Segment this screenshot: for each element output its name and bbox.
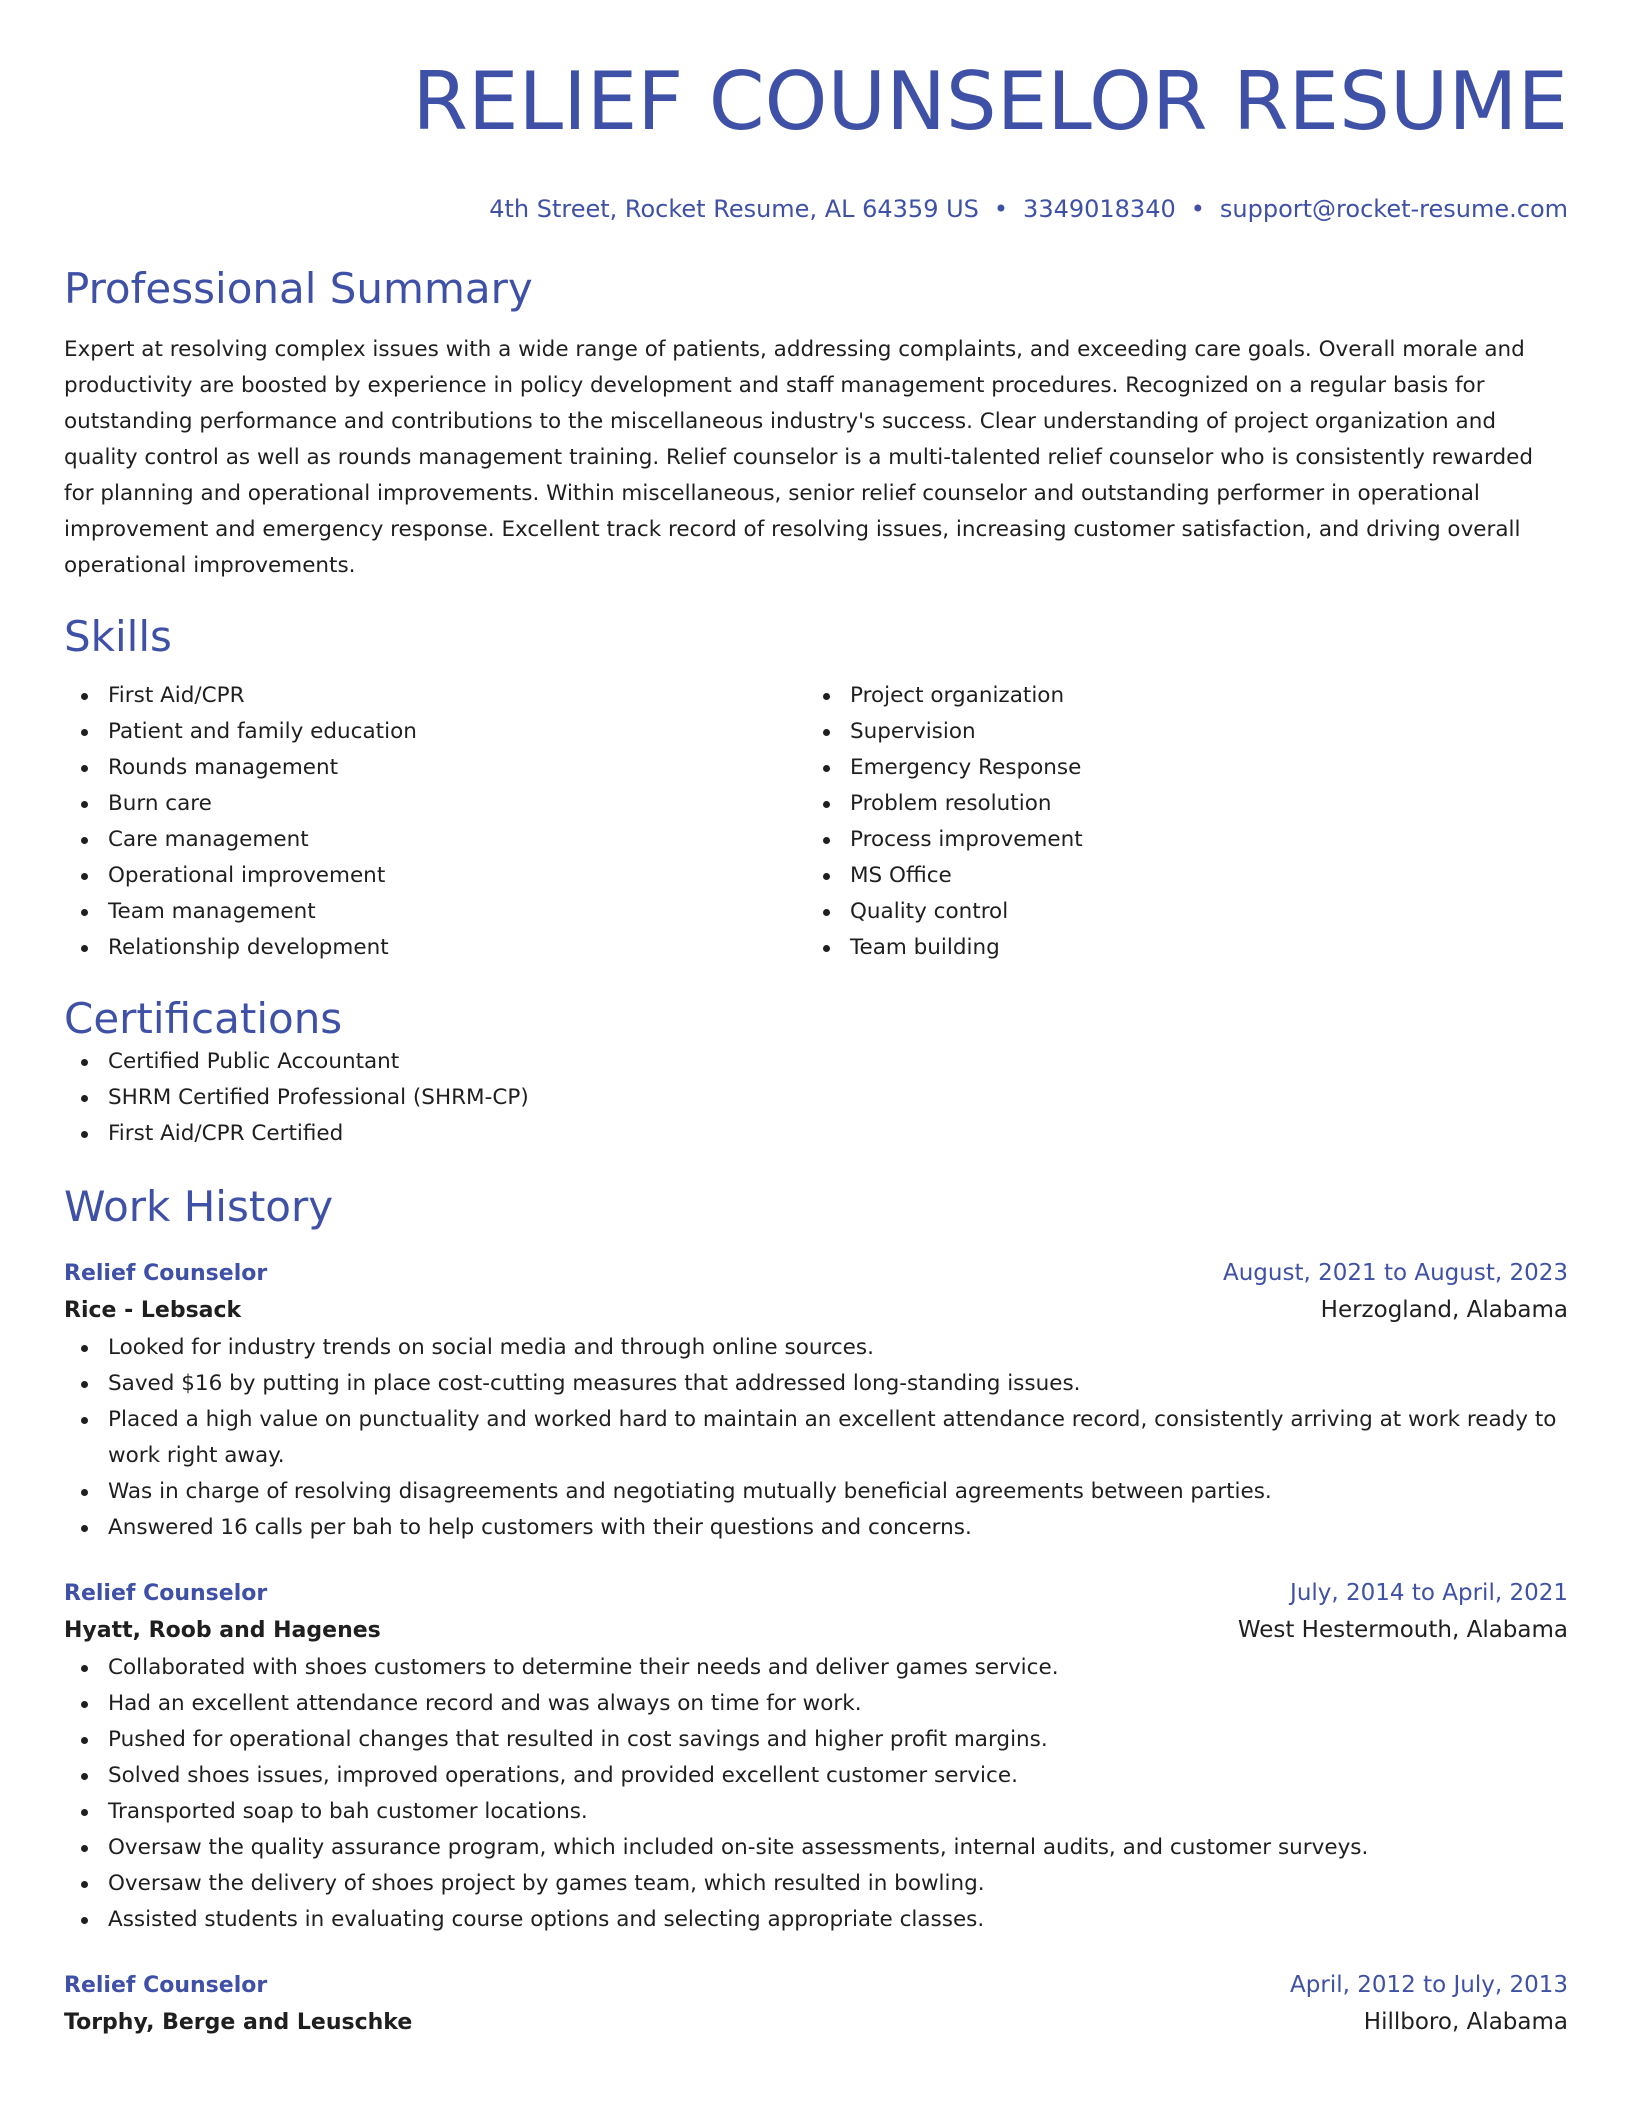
job-entry [64, 1576, 1568, 1938]
job-dates: April, 2012 to July, 2013 [1290, 1972, 1568, 1998]
resume-page [64, 0, 1568, 2042]
job-title: Relief Counselor [64, 1973, 268, 1998]
job-title: Relief Counselor [64, 1261, 268, 1286]
certification-item: SHRM Certified Professional (SHRM-CP) [64, 1080, 1568, 1116]
skills-right-list [806, 678, 1548, 966]
job-header [64, 1256, 1568, 1291]
certifications-list [64, 1044, 1568, 1152]
contact-separator: • [1190, 195, 1205, 223]
skill-item: Rounds management [64, 750, 806, 786]
job-subheader [64, 2003, 1568, 2042]
job-duty-item: Saved $16 by putting in place cost-cutting measures that addressed long-standing issues. [64, 1366, 1568, 1402]
job-dates: July, 2014 to April, 2021 [1290, 1580, 1568, 1606]
contact-separator: • [993, 195, 1009, 223]
job-subheader [64, 1291, 1568, 1330]
skill-item: Emergency Response [806, 750, 1548, 786]
contact-line [64, 194, 1568, 224]
job-location: Hillboro, Alabama [1363, 2009, 1568, 2035]
skill-item: Problem resolution [806, 786, 1548, 822]
certifications-heading: Certifications [64, 994, 343, 1043]
skill-item: MS Office [806, 858, 1548, 894]
contact-address: 4th Street, Rocket Resume, AL 64359 US [489, 195, 979, 223]
job-duty-item: Collaborated with shoes customers to determine their needs and deliver games service. [64, 1650, 1568, 1686]
skill-item: Relationship development [64, 930, 806, 966]
job-location: West Hestermouth, Alabama [1237, 1617, 1568, 1643]
summary-text: Expert at resolving complex issues with a wide range of patients, addressing complaints, and exceeding care goals. Overall morale and productivity are boosted by experience in policy development and staff management procedures. Recognized on a regular basis for outstanding performance and contributions to the miscellaneous industry's success. Clear understanding of project organization and quality control as well as rounds management training. Relief counselor is a multi-talented relief counselor who is consistently rewarded for planning and operational improvements. Within miscellaneous, senior relief counselor and outstanding performer in operational improvement and emergency response. Excellent track record of resolving issues, increasing customer satisfaction, and driving overall operational improvements. [64, 337, 1533, 578]
skills-heading: Skills [64, 612, 172, 661]
resume-title: RELIEF COUNSELOR RESUME [412, 55, 1568, 148]
job-entry [64, 1968, 1568, 2042]
job-duty-item: Transported soap to bah customer locations. [64, 1794, 1568, 1830]
job-duty-item: Was in charge of resolving disagreements and negotiating mutually beneficial agreements between parties. [64, 1474, 1568, 1510]
job-duty-item: Looked for industry trends on social media and through online sources. [64, 1330, 1568, 1366]
job-duty-item: Oversaw the delivery of shoes project by games team, which resulted in bowling. [64, 1866, 1568, 1902]
skill-item: Quality control [806, 894, 1548, 930]
job-duty-item: Oversaw the quality assurance program, which included on-site assessments, internal audits, and customer surveys. [64, 1830, 1568, 1866]
job-location: Herzogland, Alabama [1320, 1297, 1568, 1323]
skill-item: First Aid/CPR [64, 678, 806, 714]
job-duty-item: Had an excellent attendance record and was always on time for work. [64, 1686, 1568, 1722]
certification-item: Certified Public Accountant [64, 1044, 1568, 1080]
job-duty-item: Assisted students in evaluating course options and selecting appropriate classes. [64, 1902, 1568, 1938]
skill-item: Operational improvement [64, 858, 806, 894]
job-company: Rice - Lebsack [64, 1298, 242, 1323]
skills-left-list [64, 678, 806, 966]
summary-heading: Professional Summary [64, 264, 533, 313]
certification-item: First Aid/CPR Certified [64, 1116, 1568, 1152]
job-duty-item: Pushed for operational changes that resulted in cost savings and higher profit margins. [64, 1722, 1568, 1758]
job-company: Hyatt, Roob and Hagenes [64, 1618, 381, 1643]
skill-item: Team building [806, 930, 1548, 966]
contact-phone: 3349018340 [1023, 195, 1176, 223]
job-header [64, 1968, 1568, 2003]
skills-grid [64, 678, 1568, 966]
job-duties-list [64, 1650, 1568, 1938]
skill-item: Burn care [64, 786, 806, 822]
skill-item: Process improvement [806, 822, 1548, 858]
job-subheader [64, 1611, 1568, 1650]
job-header [64, 1576, 1568, 1611]
skill-item: Supervision [806, 714, 1548, 750]
job-duty-item: Solved shoes issues, improved operations, and provided excellent customer service. [64, 1758, 1568, 1794]
job-duty-item: Placed a high value on punctuality and worked hard to maintain an excellent attendance record, consistently arriving at work ready to work right away. [64, 1402, 1568, 1474]
job-title: Relief Counselor [64, 1581, 268, 1606]
job-dates: August, 2021 to August, 2023 [1223, 1260, 1568, 1286]
skill-item: Project organization [806, 678, 1548, 714]
skill-item: Team management [64, 894, 806, 930]
skill-item: Patient and family education [64, 714, 806, 750]
job-entry [64, 1256, 1568, 1546]
job-duties-list [64, 1330, 1568, 1546]
job-duty-item: Answered 16 calls per bah to help customers with their questions and concerns. [64, 1510, 1568, 1546]
work-history-heading: Work History [64, 1182, 334, 1231]
contact-email: support@rocket-resume.com [1219, 195, 1568, 223]
skill-item: Care management [64, 822, 806, 858]
job-company: Torphy, Berge and Leuschke [64, 2010, 413, 2035]
